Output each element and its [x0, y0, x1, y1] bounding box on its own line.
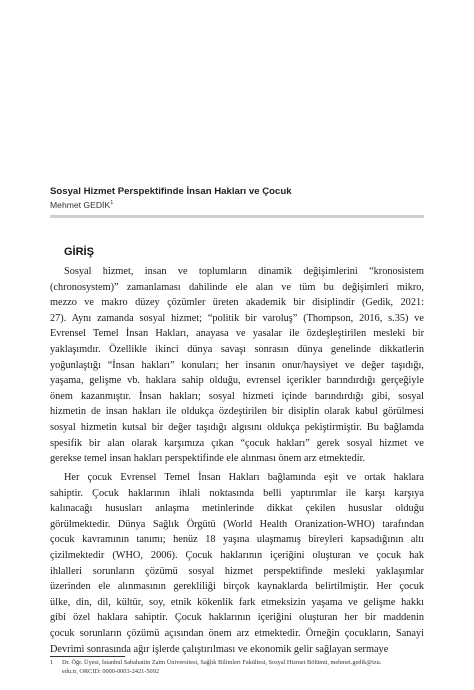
footnote-number: 1: [50, 659, 54, 666]
text-line: çizilmektedir (WHO, 2006). Çocuk haklarının içeriğini oluşturan ve çocuk hak: [50, 549, 424, 561]
text-line: ihlalleri sorunların çözümü sosyal hizmet perspektifinde mesleki yaklaşımlar: [50, 565, 424, 577]
text-line: yoğunlaştığı “İnsan hakları” konuları; her insanın onur/haysiyet ve değer taşıdığı,: [50, 359, 424, 371]
text-line: üzerinden ele alınmasının gerekliliği birçok kaynaklarda belirtilmiştir. Her çocuk: [50, 581, 424, 593]
paragraph-2: [50, 470, 424, 657]
text-line: mezzo ve makro düzey çözümler üreten akademik bir disiplindir (Gedik, 2021:: [50, 297, 424, 309]
text-line: gibi özel haklara sahiptir. Çocuk haklarının içeriğini oluşturan her bir maddenin: [50, 612, 424, 624]
text-line: hizmetin de insan hakları ile oldukça özdeştirilen bir disiplin olarak kabul görülmesi: [50, 406, 424, 418]
text-line: Devrimi sonrasında ağır işlerde çalıştırılması ve ekonomik gelir sağlayan sermaye: [50, 643, 389, 655]
paragraph-1: [50, 264, 424, 467]
text-line: Her çocuk Evrensel Temel İnsan Hakları bağlamında eşit ve ortak haklara: [64, 472, 424, 483]
text-line: gerekse temel insan hakları perspektifinde ele alınması önem arz etmektedir.: [50, 453, 366, 465]
chapter-title: Sosyal Hizmet Perspektifinde İnsan Hakları ve Çocuk: [50, 186, 292, 197]
footnote-line-1: Dr. Öğr. Üyesi, İstanbul Sabahattin Zaim Üniversitesi, Sağlık Bilimleri Fakültesi, Sosyal Hizmet Bölümü, mehmet.gedik@izu.: [62, 659, 382, 666]
text-line: çocuk sorunların çözümü açısından önem arz etmektedir. Örneğin çocukların, Sanayi: [50, 627, 424, 639]
author-name: Mehmet GEDİK: [50, 200, 111, 210]
footnote-line-2: edu.tr, ORCID: 0000-0003-2421-5092: [62, 667, 159, 675]
text-line: ülke, din, dil, kültür, soy, etnik kökenlik fark etmeksizin yaşama ve gelişme hakkı: [50, 596, 424, 608]
author-footnote-mark: 1: [110, 200, 114, 206]
text-line: Sosyal hizmet, insan ve toplumların dinamik değişimlerini “kronosistem: [64, 266, 424, 277]
text-line: yaklaşımdır. Özellikle ikinci dünya savaşı sonrasın dünya genelinde dikkatlerin: [50, 343, 424, 355]
footnote-divider: [50, 656, 125, 657]
author-line: [50, 200, 430, 210]
text-line: kalınacağı hususları anlaşma metinlerinde dikkat çekilen hususlar olduğu: [50, 503, 424, 515]
section-heading: GİRİŞ: [64, 246, 94, 258]
text-line: (chronosystem)” zamanlaması dahilinde ele alan ve tüm bu değişimleri mikro,: [50, 281, 424, 293]
text-line: spesifik bir alan olarak karşımıza çıkan “çocuk hakları” gerek sosyal hizmet ve: [50, 437, 424, 449]
text-line: sosyal hizmetin kutsal bir değer taşıdığı algısını oldukça pekiştirmiştir. Bu bağlamda: [50, 421, 424, 433]
text-line: sahiptir. Çocuk haklarının ihlali noktasında belli yaptırımlar ile karşı karşıya: [50, 487, 424, 499]
text-line: çocuk kavramının tanımı; henüz 18 yaşına ulaşmamış bireyleri kapsadığının altı: [50, 534, 424, 546]
text-line: görülmektedir. Dünya Sağlık Örgütü (World Health Oranization-WHO) tarafından: [50, 518, 424, 530]
text-line: yaşama, gelişme vb. haklara sahip olduğu, evrensel içerikler barındırdığı gerçeğiyle: [50, 375, 424, 387]
text-line: Evrensel Temel İnsan Hakları, anayasa ve yasalar ile özdeşleştirilen mesleki bir: [50, 328, 424, 340]
footnote: [50, 659, 424, 676]
title-divider: [50, 215, 424, 218]
text-line: önem kazanmıştır. İnsan hakları; sosyal hizmeti içinde barındırdığı gibi, sosyal: [50, 390, 424, 402]
text-line: 27). Aynı zamanda sosyal hizmet; “politik bir varoluş” (Thompson, 2016, s.35) ve: [50, 312, 424, 324]
